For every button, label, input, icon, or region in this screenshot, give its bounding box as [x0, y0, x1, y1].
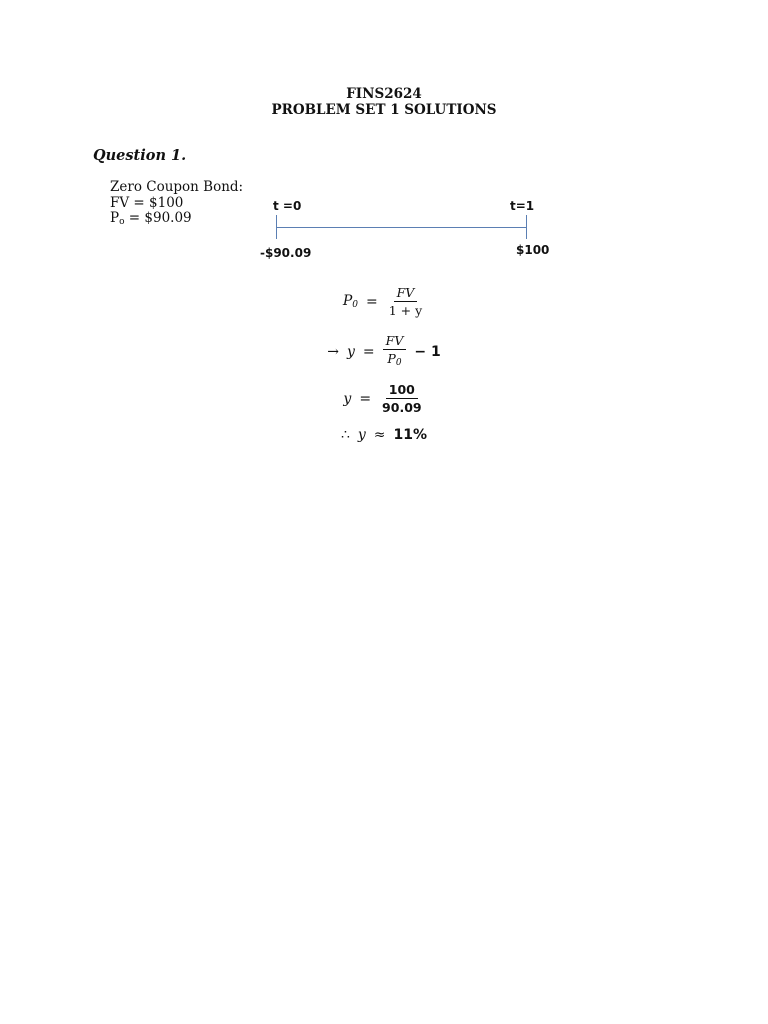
eq4-approx: ≈: [373, 427, 386, 443]
timeline-end-tick: [526, 215, 527, 239]
given-values: [110, 180, 243, 231]
eq2-equals: =: [362, 344, 375, 360]
eq2-minus-one: − 1: [414, 344, 441, 360]
price-subscript: o: [119, 217, 125, 227]
eq2-arrow: →: [327, 344, 339, 360]
eq3-equals: =: [359, 390, 372, 407]
equation-yield-solve: [0, 333, 768, 371]
equation-price: [0, 285, 768, 318]
equation-yield-values: [0, 382, 768, 415]
timeline-end-label: t=1: [510, 199, 535, 213]
eq2-denominator: $P_0$: [387, 351, 402, 368]
eq2-lhs: y: [347, 344, 355, 360]
eq2-numerator: FV: [383, 333, 407, 350]
eq1-equals: =: [365, 293, 378, 310]
eq4-lhs: y: [357, 427, 366, 443]
eq1-numerator: FV: [394, 285, 418, 302]
document-header: [0, 86, 768, 118]
eq3-fraction: [379, 382, 425, 415]
course-code: FINS2624: [346, 86, 422, 102]
eq4-therefore: ∴: [340, 427, 350, 443]
timeline-end-value: $100: [516, 243, 550, 257]
eq3-numerator: 100: [386, 382, 418, 399]
eq2-fraction: [383, 333, 407, 371]
question-heading: Question 1.: [93, 147, 187, 164]
timeline-start-label: t =0: [273, 199, 302, 213]
eq1-denominator: 1 + y: [388, 303, 423, 318]
face-value: FV = $100: [110, 194, 184, 211]
bond-type: Zero Coupon Bond:: [110, 179, 244, 195]
price-value: [110, 211, 243, 231]
eq4-result: 11%: [393, 427, 428, 443]
price-amount: = $90.09: [124, 210, 192, 226]
price-symbol: P: [110, 210, 120, 226]
timeline-start-value: -$90.09: [260, 246, 312, 260]
equation-result: [0, 427, 768, 443]
timeline-axis: [276, 227, 527, 228]
eq1-lhs: $P_0$: [342, 293, 358, 310]
eq3-lhs: y: [343, 390, 352, 407]
eq3-denominator: 90.09: [382, 400, 422, 415]
eq1-fraction: [386, 285, 425, 318]
document-title: PROBLEM SET 1 SOLUTIONS: [271, 102, 497, 118]
